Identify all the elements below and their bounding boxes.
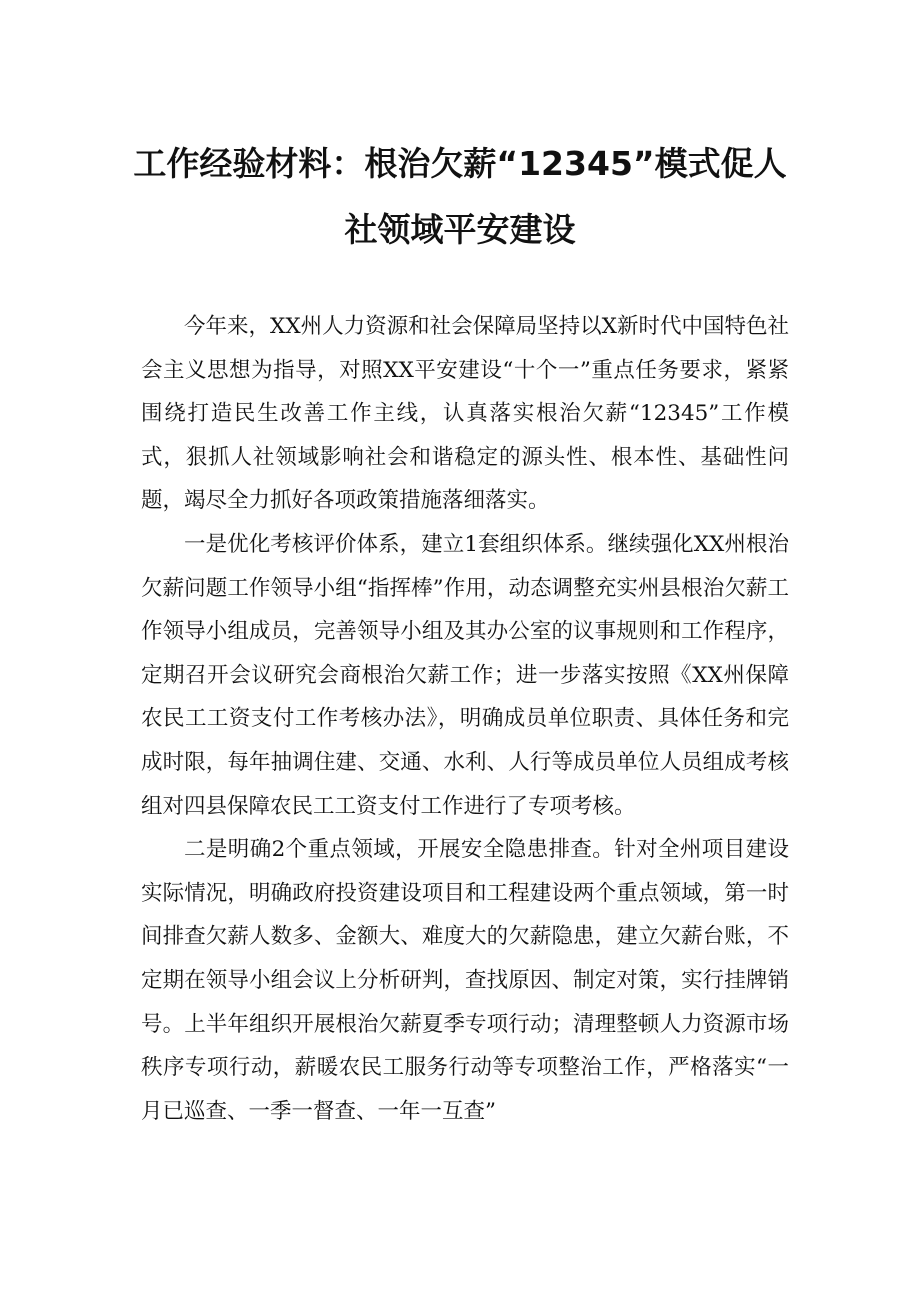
paragraph-point-1: 一是优化考核评价体系，建立1套组织体系。继续强化XX州根治欠薪问题工作领导小组“指挥棒”作用，动态调整充实州县根治欠薪工作领导小组成员，完善领导小组及其办公室的议事规则和工作程序，定期召开会议研究会商根治欠薪工作；进一步落实按照《XX州保障农民工工资支付工作考核办法》，明确成员单位职责、具体任务和完成时限，每年抽调住建、交通、水利、人行等成员单位人员组成考核组对四县保障农民工工资支付工作进行了专项考核。	[141, 531, 789, 819]
document-title-line-1: 工作经验材料：根治欠薪“12345”模式促人	[133, 144, 787, 183]
paragraph-intro: 今年来，XX州人力资源和社会保障局坚持以X新时代中国特色社会主义思想为指导，对照XX平安建设“十个一”重点任务要求，紧紧围绕打造民生改善工作主线，认真落实根治欠薪“12345”工作模式，狠抓人社领域影响社会和谐稳定的源头性、根本性、基础性问题，竭尽全力抓好各项政策措施落细落实。	[141, 314, 789, 514]
document-title-line-2: 社领域平安建设	[344, 210, 576, 249]
document-body	[141, 305, 789, 1133]
paragraph-point-2: 二是明确2个重点领域，开展安全隐患排查。针对全州项目建设实际情况，明确政府投资建设项目和工程建设两个重点领域，第一时间排查欠薪人数多、金额大、难度大的欠薪隐患，建立欠薪台账，不定期在领导小组会议上分析研判，查找原因、制定对策，实行挂牌销号。上半年组织开展根治欠薪夏季专项行动；清理整顿人力资源市场秩序专项行动，薪暖农民工服务行动等专项整治工作，严格落实“一月已巡查、一季一督查、一年一互查”	[141, 837, 789, 1124]
